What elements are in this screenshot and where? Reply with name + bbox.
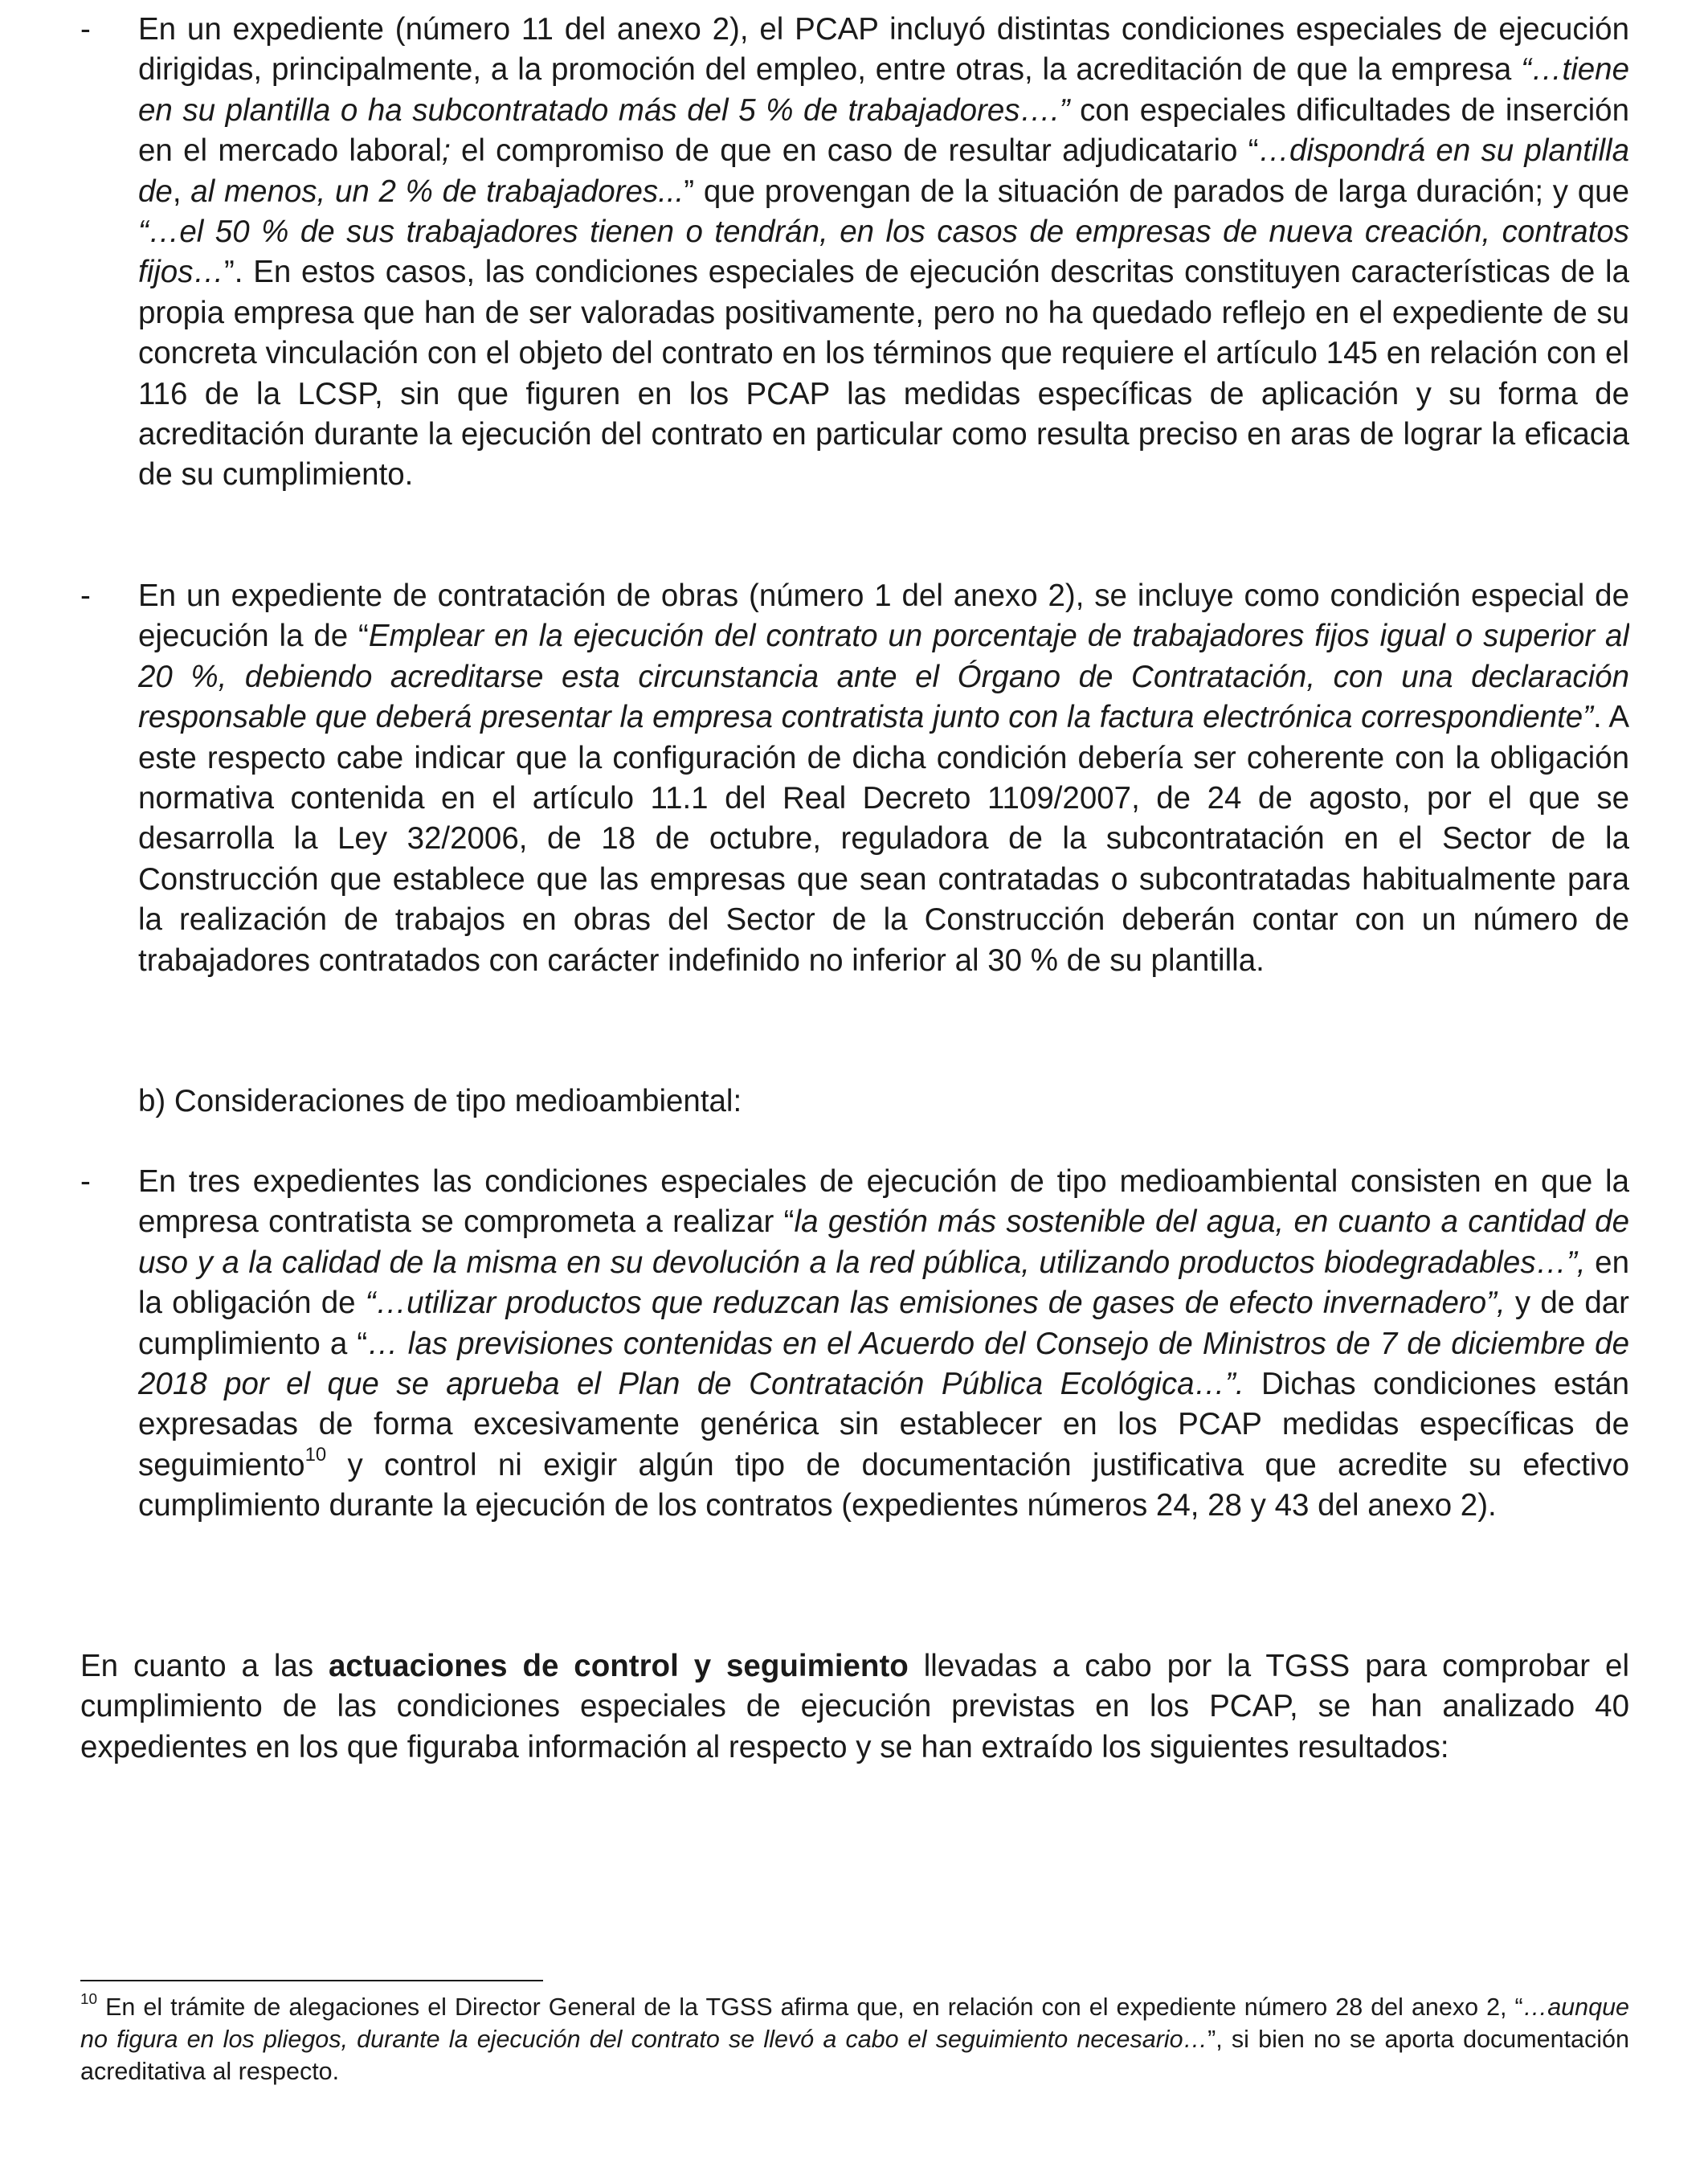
section-subheading: b) Consideraciones de tipo medioambiental: bbox=[138, 1084, 742, 1118]
bullet-text bbox=[138, 1162, 1629, 1527]
quote-run: …aunque no figura en los pliegos, durante la ejecución del contrato se llevó a cabo el seguimiento necesario… bbox=[80, 1993, 1629, 2053]
text-run: , bbox=[172, 174, 191, 209]
bullet-environmental-conditions bbox=[80, 1162, 1629, 1527]
text-run: ”. En estos casos, las condiciones especiales de ejecución descritas constituyen características de la propia empresa que han de ser valoradas positivamente, pero no ha quedado reflejo en el expediente de su concreta vinculación con el objeto del contrato en los términos que requiere el artículo 145 en relación con el 116 de la LCSP, sin que figuren en los PCAP las medidas específicas de aplicación y su forma de acreditación durante la ejecución del contrato en particular como resulta preciso en aras de lograr la eficacia de su cumplimiento. bbox=[138, 255, 1629, 493]
text-run: Dichas condiciones están expresadas de forma excesivamente genérica sin establecer en los PCAP medidas específicas de seguimiento bbox=[138, 1367, 1629, 1482]
text-run: En el trámite de alegaciones el Director General de la TGSS afirma que, en relación con el expediente número 28 del anexo 2, “ bbox=[97, 1993, 1523, 2021]
text-run: En un expediente (número 11 del anexo 2), el PCAP incluyó distintas condiciones especiales de ejecución dirigidas, principalmente, a la promoción del empleo, entre otras, la acreditación de que la empresa bbox=[138, 12, 1629, 88]
text-run: En cuanto a las bbox=[80, 1649, 329, 1683]
bullet-dash: - bbox=[80, 1164, 91, 1199]
bullet-text bbox=[138, 576, 1629, 981]
quote-run: “…tiene en su plantilla o ha subcontratado más del 5 % de trabajadores….” bbox=[138, 52, 1629, 128]
text-run: y de dar cumplimiento a “ bbox=[138, 1286, 1629, 1361]
text-run: llevadas a cabo por la TGSS para comprobar el cumplimiento de las condiciones especiales de ejecución previstas en los PCAP, se han analizado 40 expedientes en los que figuraba información al respecto y se han extraído los siguientes resultados: bbox=[80, 1649, 1629, 1764]
footnote-number: 10 bbox=[80, 1991, 98, 2009]
bullet-construction-works bbox=[80, 576, 1629, 981]
bold-run: actuaciones de control y seguimiento bbox=[329, 1649, 909, 1683]
quote-run: “…utilizar productos que reduzcan las emisiones de gases de efecto invernadero”, bbox=[365, 1286, 1506, 1321]
text-run: . A este respecto cabe indicar que la configuración de dicha condición debería ser coherente con la obligación normativa contenida en el artículo 11.1 del Real Decreto 1109/2007, de 24 de agosto, por el que se desarrolla la Ley 32/2006, de 18 de octubre, reguladora de la subcontratación en el Sector de la Construcción que establece que las empresas que sean contratadas o subcontratadas habitualmente para la realización de trabajos en obras del Sector de la Construcción deberán contar con un número de trabajadores contratados con carácter indefinido no inferior al 30 % de su plantilla. bbox=[138, 700, 1629, 978]
text-run: en la obligación de bbox=[138, 1245, 1629, 1321]
text-run: el compromiso de que en caso de resultar adjudicatario “ bbox=[450, 133, 1259, 169]
bullet-dash: - bbox=[80, 12, 91, 47]
bullet-employment-conditions bbox=[80, 10, 1629, 496]
quote-run: Emplear en la ejecución del contrato un porcentaje de trabajadores fijos igual o superior al 20 %, debiendo acreditarse esta circunstancia ante el Órgano de Contratación, con una declaración responsable que deberá presentar la empresa contratista junto con la factura electrónica correspondiente” bbox=[138, 619, 1629, 735]
document-page bbox=[80, 0, 1629, 2163]
text-run: En tres expedientes las condiciones especiales de ejecución de tipo medioambiental consisten en que la empresa contratista se comprometa a realizar “ bbox=[138, 1164, 1629, 1240]
quote-run: … las previsiones contenidas en el Acuerdo del Consejo de Ministros de 7 de diciembre de 2018 por el que se aprueba el Plan de Contratación Pública Ecológica…”. bbox=[138, 1326, 1629, 1402]
bullet-text bbox=[138, 10, 1629, 496]
bullet-dash: - bbox=[80, 579, 91, 613]
text-run: En un expediente de contratación de obras (número 1 del anexo 2), se incluye como condición especial de ejecución la de “ bbox=[138, 579, 1629, 654]
footnote-text bbox=[80, 1991, 1629, 2087]
quote-run: …dispondrá en su plantilla de bbox=[138, 133, 1629, 209]
footnote bbox=[80, 1991, 1629, 2087]
footnote-reference[interactable]: 10 bbox=[304, 1444, 327, 1466]
text-run: ”, si bien no se aporta documentación acreditativa al respecto. bbox=[80, 2026, 1629, 2085]
text-run: con especiales dificultades de inserción en el mercado laboral bbox=[138, 92, 1629, 169]
text-run: ” que provengan de la situación de parados de larga duración; y que bbox=[684, 174, 1629, 209]
quote-run: “…el 50 % de sus trabajadores tienen o tendrán, en los casos de empresas de nueva creación, contratos fijos… bbox=[138, 215, 1629, 290]
paragraph-text bbox=[80, 1646, 1629, 1768]
quote-run: la gestión más sostenible del agua, en cuanto a cantidad de uso y a la calidad de la misma en su devolución a la red pública, utilizando productos biodegradables…”, bbox=[138, 1204, 1629, 1280]
text-run: y control ni exigir algún tipo de documentación justificativa que acredite su efectivo cumplimiento durante la ejecución de los contratos (expedientes números 24, 28 y 43 del anexo 2). bbox=[138, 1447, 1629, 1523]
quote-run: ; bbox=[441, 133, 451, 169]
closing-paragraph bbox=[80, 1646, 1629, 1768]
quote-run: al menos, un 2 % de trabajadores... bbox=[190, 174, 684, 209]
footnote-separator bbox=[80, 1980, 543, 1981]
